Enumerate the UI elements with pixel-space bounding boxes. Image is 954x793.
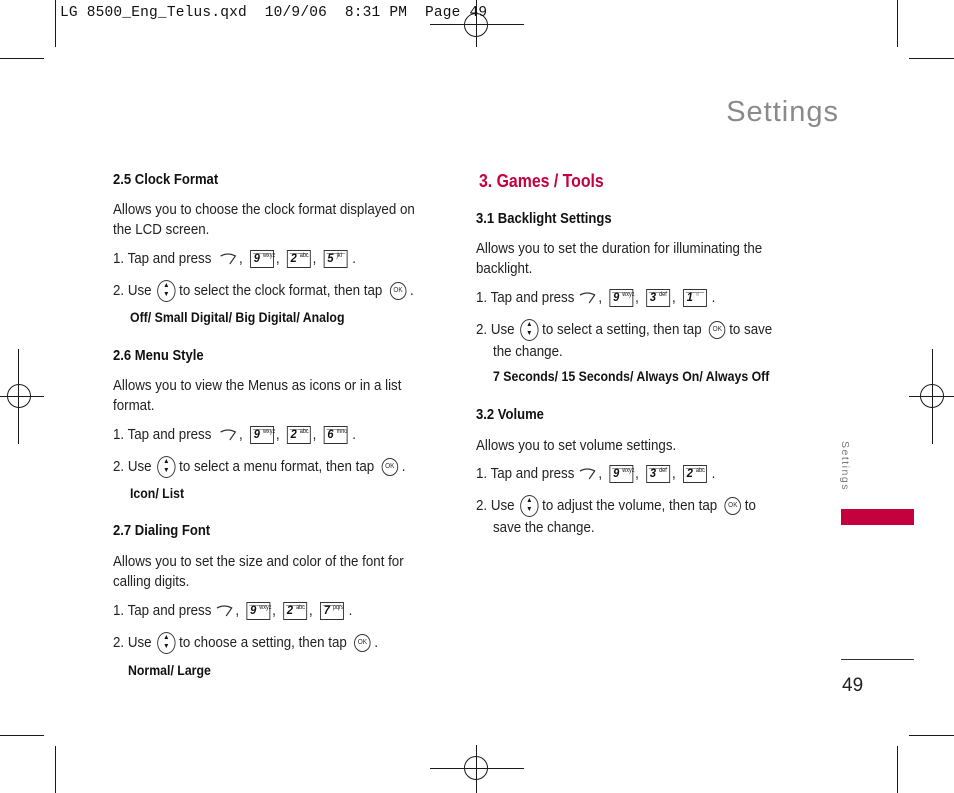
key-digit: 2 (290, 427, 297, 441)
navigation-key-icon (520, 319, 538, 341)
registration-mark (920, 384, 944, 408)
step-text: to save (729, 322, 773, 338)
key-7-icon (320, 602, 344, 620)
key-letters: pqrs (332, 605, 344, 611)
key-letters: wxyz (622, 468, 635, 474)
key-9-icon (609, 465, 633, 483)
arrow-glyph: ▲ (526, 321, 533, 328)
key-letters: wxyz (259, 605, 272, 611)
backlight-step-2-continuation: the change. (493, 344, 563, 360)
comma: , (598, 466, 603, 482)
key-2-icon (287, 426, 311, 444)
step-text: to adjust the volume, then tap (542, 498, 718, 514)
key-digit: 1 (686, 290, 693, 304)
key-5-icon (324, 250, 348, 268)
key-9-icon (250, 426, 274, 444)
print-slug: LG 8500_Eng_Telus.qxd 10/9/06 8:31 PM Page 49 (60, 5, 488, 21)
backlight-heading: 3.1 Backlight Settings (476, 211, 612, 227)
step-text: 1. Tap and press (113, 427, 212, 443)
comma: , (308, 603, 313, 619)
soft-key-icon (578, 291, 596, 305)
key-digit: 2 (290, 251, 297, 265)
arrow-glyph: ▲ (163, 458, 170, 465)
comma: , (598, 290, 603, 306)
menu-style-heading: 2.6 Menu Style (113, 348, 204, 364)
menu-style-description: Allows you to view the Menus as icons or in a list format. (113, 378, 402, 414)
step-text: 2. Use (476, 322, 515, 338)
key-letters: abc (695, 468, 705, 474)
navigation-key-icon (157, 632, 175, 654)
comma: , (671, 466, 676, 482)
key-6-icon (324, 426, 348, 444)
comma: , (671, 290, 676, 306)
volume-step-1: 1. Tap and press , 9 wxyz , 3 def , 2 abc . (476, 466, 716, 482)
arrow-glyph: ▲ (163, 282, 170, 289)
dialing-font-step-1: 1. Tap and press , 9 wxyz , 2 abc , 7 pqrs . (113, 603, 353, 619)
dialing-font-step-2 (113, 632, 378, 654)
arrow-glyph: ▼ (526, 330, 533, 337)
clock-format-step-2 (113, 280, 414, 302)
key-digit: 3 (649, 290, 657, 304)
clock-format-description: Allows you to choose the clock format displayed on the LCD screen. (113, 202, 415, 238)
dialing-font-heading: 2.7 Dialing Font (113, 523, 211, 539)
key-9-icon (250, 250, 274, 268)
crop-mark (55, 746, 56, 793)
comma: , (635, 290, 639, 306)
key-3-icon (646, 465, 670, 483)
side-section-label: Settings (839, 441, 851, 491)
backlight-step-2 (476, 319, 772, 341)
key-letters: abc (296, 605, 306, 611)
key-letters: jkl (336, 253, 342, 259)
ok-key-icon: OK (709, 321, 726, 339)
registration-mark (7, 384, 31, 408)
step-text: . (401, 459, 406, 475)
ok-key-icon: OK (725, 497, 742, 515)
volume-description: Allows you to set volume settings. (476, 438, 677, 454)
key-digit: 6 (327, 427, 334, 441)
comma: , (275, 251, 280, 267)
key-2-icon (287, 250, 311, 268)
soft-key-icon (219, 252, 237, 266)
page-number: 49 (842, 675, 864, 696)
step-text: 1. Tap and press (476, 290, 575, 306)
comma: , (238, 251, 243, 267)
menu-style-options: Icon/ List (130, 485, 185, 501)
key-digit: 9 (253, 427, 260, 441)
key-letters: def (659, 468, 667, 474)
arrow-glyph: ▲ (526, 497, 533, 504)
key-1-icon (683, 289, 707, 307)
arrow-glyph: ▼ (163, 467, 170, 474)
soft-key-icon (578, 467, 596, 481)
comma: , (238, 427, 243, 443)
arrow-glyph: ▼ (163, 643, 170, 650)
ok-key-icon: OK (390, 282, 407, 300)
games-tools-heading: 3. Games / Tools (479, 171, 604, 191)
dialing-font-description: Allows you to set the size and color of the font for calling digits. (113, 554, 404, 590)
step-text: . (409, 283, 414, 299)
dialing-font-options: Normal/ Large (128, 662, 211, 678)
step-text: to select a menu format, then tap (179, 459, 375, 475)
key-digit: 2 (686, 466, 693, 480)
step-text: to choose a setting, then tap (179, 635, 347, 651)
menu-style-step-1: 1. Tap and press , 9 wxyz , 2 abc , 6 mno . (113, 427, 356, 443)
step-text: to select the clock format, then tap (179, 283, 383, 299)
crop-mark (909, 735, 954, 736)
arrow-glyph: ▼ (163, 291, 170, 298)
comma: , (312, 251, 317, 267)
arrow-glyph: ▼ (526, 506, 533, 513)
key-letters: def (659, 292, 667, 298)
comma: , (275, 427, 280, 443)
step-text: 2. Use (113, 459, 152, 475)
key-digit: 5 (327, 251, 334, 265)
navigation-key-icon (157, 280, 175, 302)
key-letters: wxyz (622, 292, 635, 298)
page-title: Settings (726, 96, 839, 128)
crop-mark (897, 746, 898, 793)
step-text: 1. Tap and press (113, 251, 212, 267)
key-digit: 2 (286, 603, 294, 617)
key-letters: wxyz (262, 253, 276, 259)
voicemail-icon: ○ (695, 292, 700, 298)
backlight-step-1: 1. Tap and press , 9 wxyz , 3 def , 1 ○ . (476, 290, 716, 306)
clock-format-options: Off/ Small Digital/ Big Digital/ Analog (130, 309, 345, 325)
key-letters: wxyz (262, 429, 276, 435)
crop-mark (909, 58, 954, 59)
comma: , (312, 427, 317, 443)
clock-format-step-1: 1. Tap and press , 9 wxyz , 2 abc , 5 jkl . (113, 251, 356, 267)
footer-rule (841, 659, 914, 660)
key-letters: abc (299, 253, 309, 259)
step-text: 2. Use (113, 635, 152, 651)
key-digit: 7 (323, 603, 330, 617)
comma: , (235, 603, 240, 619)
crop-mark (0, 735, 44, 736)
key-2-icon (683, 465, 707, 483)
step-text: 2. Use (113, 283, 152, 299)
key-9-icon (609, 289, 633, 307)
step-text: . (374, 635, 379, 651)
key-2-icon (283, 602, 307, 620)
step-text: 1. Tap and press (476, 466, 575, 482)
key-digit: 3 (649, 466, 657, 480)
step-text: to select a setting, then tap (542, 322, 702, 338)
ok-key-icon: OK (354, 634, 371, 652)
crop-mark (0, 58, 44, 59)
soft-key-icon (215, 604, 233, 618)
clock-format-heading: 2.5 Clock Format (113, 172, 219, 188)
key-digit: 9 (250, 603, 257, 617)
key-9-icon (246, 602, 270, 620)
key-digit: 9 (613, 290, 620, 304)
section-tab-marker (841, 509, 914, 525)
volume-step-2-continuation: save the change. (493, 520, 595, 536)
comma: , (272, 603, 276, 619)
crop-mark (55, 0, 56, 47)
ok-key-icon: OK (382, 458, 399, 476)
soft-key-icon (219, 428, 237, 442)
key-letters: mno (336, 429, 348, 435)
arrow-glyph: ▲ (163, 634, 170, 641)
key-3-icon (646, 289, 670, 307)
volume-heading: 3.2 Volume (476, 407, 544, 423)
step-text: 2. Use (476, 498, 515, 514)
backlight-description: Allows you to set the duration for illuminating the backlight. (476, 241, 763, 277)
navigation-key-icon (157, 456, 175, 478)
key-digit: 9 (613, 466, 620, 480)
comma: , (635, 466, 639, 482)
step-text: to (744, 498, 756, 514)
menu-style-step-2 (113, 456, 406, 478)
key-letters: abc (299, 429, 309, 435)
step-text: 1. Tap and press (113, 603, 212, 619)
navigation-key-icon (520, 495, 538, 517)
key-digit: 9 (253, 251, 260, 265)
registration-mark (464, 756, 488, 780)
crop-mark (897, 0, 898, 47)
volume-step-2 (476, 495, 756, 517)
backlight-options: 7 Seconds/ 15 Seconds/ Always On/ Always Off (493, 368, 770, 384)
